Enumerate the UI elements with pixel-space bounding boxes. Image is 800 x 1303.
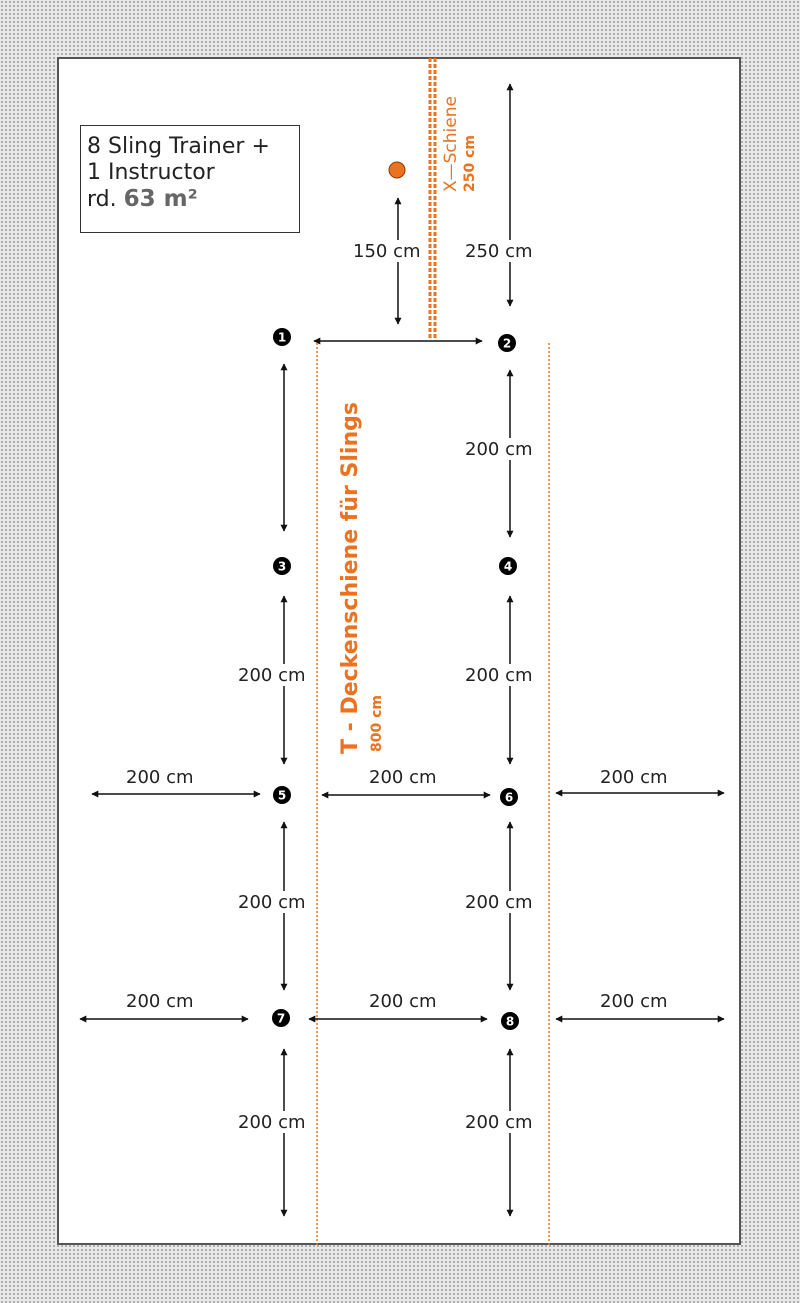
dim-col-left-bottom: 200 cm xyxy=(238,1112,306,1133)
station-6 xyxy=(500,788,518,806)
dim-row5-mid: 200 cm xyxy=(369,767,437,788)
station-2 xyxy=(498,334,516,352)
station-8 xyxy=(501,1012,519,1030)
dim-col-left-3-4: 200 cm xyxy=(238,892,306,913)
station-6-number: 6 xyxy=(504,790,514,805)
dim-col-right-3-4: 200 cm xyxy=(465,892,533,913)
dim-top-right-vertical: 250 cm xyxy=(465,241,533,262)
dim-row7-mid: 200 cm xyxy=(369,991,437,1012)
t-rail-label: T - Deckenschiene für Slings xyxy=(338,402,363,754)
x-rail-length: 250 cm xyxy=(462,135,478,192)
dim-instructor-rail: 150 cm xyxy=(353,241,421,262)
info-instructor: 1 Instructor xyxy=(87,160,215,185)
station-4-number: 4 xyxy=(503,559,513,574)
station-2-number: 2 xyxy=(502,336,512,351)
dim-row7-left: 200 cm xyxy=(126,991,194,1012)
station-4 xyxy=(499,557,517,575)
t-rail-length: 800 cm xyxy=(369,695,385,752)
x-rail-label: X—Schiene xyxy=(441,96,461,192)
dim-col-left-2-3: 200 cm xyxy=(238,665,306,686)
station-8-number: 8 xyxy=(505,1014,515,1029)
dim-row5-right: 200 cm xyxy=(600,767,668,788)
info-area-prefix: rd. xyxy=(87,187,117,212)
station-7 xyxy=(272,1009,290,1027)
instructor-marker xyxy=(389,162,405,178)
station-5-number: 5 xyxy=(277,788,287,803)
station-5 xyxy=(273,786,291,804)
dim-col-right-1-2: 200 cm xyxy=(465,439,533,460)
station-3-number: 3 xyxy=(277,559,287,574)
dim-row7-right: 200 cm xyxy=(600,991,668,1012)
station-1-number: 1 xyxy=(277,330,287,345)
station-3 xyxy=(273,557,291,575)
info-area-value: 63 m² xyxy=(123,186,198,212)
info-trainers: 8 Sling Trainer + xyxy=(87,134,270,159)
dim-row5-left: 200 cm xyxy=(126,767,194,788)
dim-col-right-2-3: 200 cm xyxy=(465,665,533,686)
dim-col-right-bottom: 200 cm xyxy=(465,1112,533,1133)
station-1 xyxy=(273,328,291,346)
station-7-number: 7 xyxy=(276,1011,286,1026)
